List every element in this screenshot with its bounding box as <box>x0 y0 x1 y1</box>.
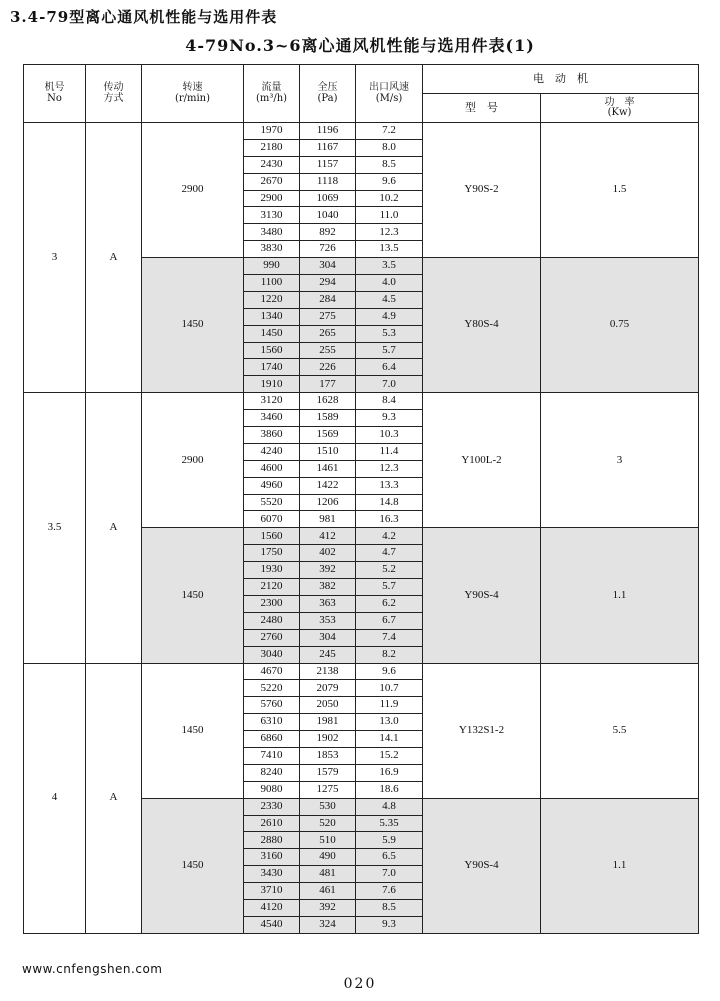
header-model: 型 号 <box>423 94 541 123</box>
outlet-speed-cell: 16.3 <box>356 511 423 528</box>
flow-cell: 1100 <box>244 275 300 292</box>
table-body <box>24 123 699 934</box>
pressure-cell: 1040 <box>300 207 356 224</box>
outlet-speed-cell: 9.6 <box>356 173 423 190</box>
flow-cell: 4960 <box>244 477 300 494</box>
flow-cell: 2670 <box>244 173 300 190</box>
flow-cell: 5220 <box>244 680 300 697</box>
pressure-cell: 510 <box>300 832 356 849</box>
pressure-cell: 1461 <box>300 460 356 477</box>
outlet-speed-cell: 11.4 <box>356 443 423 460</box>
flow-cell: 3710 <box>244 883 300 900</box>
pressure-cell: 275 <box>300 308 356 325</box>
header-flow-label: 流量 <box>261 82 282 93</box>
section-heading: 3.4-79型离心通风机性能与选用件表 <box>10 8 278 26</box>
outlet-speed-cell: 4.7 <box>356 545 423 562</box>
performance-table <box>23 64 699 934</box>
pressure-cell: 402 <box>300 545 356 562</box>
pressure-cell: 1196 <box>300 123 356 140</box>
header-speed-unit: (r/min) <box>174 92 211 104</box>
outlet-speed-cell: 9.3 <box>356 916 423 933</box>
motor-power-cell: 1.1 <box>541 798 699 933</box>
outlet-speed-cell: 6.7 <box>356 612 423 629</box>
outlet-speed-cell: 5.9 <box>356 832 423 849</box>
header-flow-unit: (m³/h) <box>255 92 288 104</box>
table-row <box>24 393 699 410</box>
flow-cell: 990 <box>244 258 300 275</box>
drive-mode-cell: A <box>86 663 142 933</box>
motor-power-cell: 0.75 <box>541 258 699 393</box>
pressure-cell: 1853 <box>300 747 356 764</box>
flow-cell: 2880 <box>244 832 300 849</box>
outlet-speed-cell: 7.2 <box>356 123 423 140</box>
outlet-speed-cell: 9.3 <box>356 410 423 427</box>
outlet-speed-cell: 6.5 <box>356 849 423 866</box>
flow-cell: 3160 <box>244 849 300 866</box>
flow-cell: 6070 <box>244 511 300 528</box>
outlet-speed-cell: 4.0 <box>356 275 423 292</box>
pressure-cell: 726 <box>300 241 356 258</box>
pressure-cell: 294 <box>300 275 356 292</box>
pressure-cell: 481 <box>300 866 356 883</box>
outlet-speed-cell: 10.7 <box>356 680 423 697</box>
flow-cell: 4670 <box>244 663 300 680</box>
outlet-speed-cell: 13.0 <box>356 714 423 731</box>
header-drive-mode-line2: 方式 <box>103 92 124 104</box>
pressure-cell: 245 <box>300 646 356 663</box>
header-drive-mode-line1: 传动 <box>103 82 124 93</box>
flow-cell: 4240 <box>244 443 300 460</box>
pressure-cell: 1422 <box>300 477 356 494</box>
pressure-cell: 363 <box>300 595 356 612</box>
outlet-speed-cell: 8.2 <box>356 646 423 663</box>
header-outlet-speed <box>356 65 423 123</box>
flow-cell: 2330 <box>244 798 300 815</box>
header-outlet-speed-unit: (M/s) <box>375 92 403 104</box>
motor-model-cell: Y100L-2 <box>423 393 541 528</box>
pressure-cell: 981 <box>300 511 356 528</box>
pressure-cell: 1579 <box>300 764 356 781</box>
machine-no-cell: 4 <box>24 663 86 933</box>
flow-cell: 2300 <box>244 595 300 612</box>
pressure-cell: 382 <box>300 579 356 596</box>
outlet-speed-cell: 7.6 <box>356 883 423 900</box>
outlet-speed-cell: 6.4 <box>356 359 423 376</box>
pressure-cell: 1069 <box>300 190 356 207</box>
table-title: 4-79No.3~6离心通风机性能与选用件表(1) <box>185 36 535 55</box>
table-row <box>24 663 699 680</box>
pressure-cell: 1275 <box>300 781 356 798</box>
pressure-cell: 892 <box>300 224 356 241</box>
flow-cell: 2180 <box>244 139 300 156</box>
outlet-speed-cell: 4.2 <box>356 528 423 545</box>
flow-cell: 1740 <box>244 359 300 376</box>
motor-model-cell: Y80S-4 <box>423 258 541 393</box>
flow-cell: 1970 <box>244 123 300 140</box>
speed-cell: 1450 <box>142 258 244 393</box>
outlet-speed-cell: 10.3 <box>356 427 423 444</box>
speed-cell: 2900 <box>142 123 244 258</box>
pressure-cell: 284 <box>300 291 356 308</box>
pressure-cell: 1206 <box>300 494 356 511</box>
pressure-cell: 2079 <box>300 680 356 697</box>
flow-cell: 1340 <box>244 308 300 325</box>
flow-cell: 7410 <box>244 747 300 764</box>
flow-cell: 1560 <box>244 342 300 359</box>
flow-cell: 9080 <box>244 781 300 798</box>
header-machine-no <box>24 65 86 123</box>
pressure-cell: 392 <box>300 899 356 916</box>
outlet-speed-cell: 8.5 <box>356 156 423 173</box>
outlet-speed-cell: 13.3 <box>356 477 423 494</box>
header-pressure-unit: (Pa) <box>317 92 338 104</box>
pressure-cell: 461 <box>300 883 356 900</box>
outlet-speed-cell: 5.35 <box>356 815 423 832</box>
header-machine-no-label: 机号 <box>44 82 65 93</box>
pressure-cell: 2138 <box>300 663 356 680</box>
motor-model-cell: Y90S-2 <box>423 123 541 258</box>
outlet-speed-cell: 11.0 <box>356 207 423 224</box>
outlet-speed-cell: 7.0 <box>356 376 423 393</box>
outlet-speed-cell: 4.5 <box>356 291 423 308</box>
flow-cell: 3480 <box>244 224 300 241</box>
flow-cell: 1450 <box>244 325 300 342</box>
flow-cell: 3040 <box>244 646 300 663</box>
flow-cell: 3460 <box>244 410 300 427</box>
outlet-speed-cell: 18.6 <box>356 781 423 798</box>
header-outlet-speed-label: 出口风速 <box>369 82 409 93</box>
pressure-cell: 2050 <box>300 697 356 714</box>
outlet-speed-cell: 8.4 <box>356 393 423 410</box>
page-number: 020 <box>343 976 377 992</box>
outlet-speed-cell: 12.3 <box>356 460 423 477</box>
header-speed-label: 转速 <box>182 82 203 93</box>
header-power-label: 功 率 <box>604 96 635 108</box>
outlet-speed-cell: 5.3 <box>356 325 423 342</box>
drive-mode-cell: A <box>86 393 142 663</box>
outlet-speed-cell: 5.2 <box>356 562 423 579</box>
speed-cell: 1450 <box>142 798 244 933</box>
header-machine-no-en: No <box>47 92 62 104</box>
header-speed <box>142 65 244 123</box>
flow-cell: 2900 <box>244 190 300 207</box>
footer-website: www.cnfengshen.com <box>22 962 163 976</box>
table-row <box>24 123 699 140</box>
flow-cell: 1750 <box>244 545 300 562</box>
pressure-cell: 1157 <box>300 156 356 173</box>
pressure-cell: 1510 <box>300 443 356 460</box>
pressure-cell: 530 <box>300 798 356 815</box>
machine-no-cell: 3.5 <box>24 393 86 663</box>
outlet-speed-cell: 5.7 <box>356 579 423 596</box>
flow-cell: 5760 <box>244 697 300 714</box>
outlet-speed-cell: 14.1 <box>356 731 423 748</box>
header-motor: 电 动 机 <box>423 65 699 94</box>
pressure-cell: 490 <box>300 849 356 866</box>
flow-cell: 3120 <box>244 393 300 410</box>
motor-power-cell: 5.5 <box>541 663 699 798</box>
pressure-cell: 265 <box>300 325 356 342</box>
flow-cell: 2760 <box>244 629 300 646</box>
pressure-cell: 1167 <box>300 139 356 156</box>
outlet-speed-cell: 8.0 <box>356 139 423 156</box>
pressure-cell: 324 <box>300 916 356 933</box>
outlet-speed-cell: 12.3 <box>356 224 423 241</box>
motor-power-cell: 1.1 <box>541 528 699 663</box>
outlet-speed-cell: 5.7 <box>356 342 423 359</box>
outlet-speed-cell: 6.2 <box>356 595 423 612</box>
flow-cell: 5520 <box>244 494 300 511</box>
pressure-cell: 353 <box>300 612 356 629</box>
speed-cell: 2900 <box>142 393 244 528</box>
header-pressure-label: 全压 <box>317 82 338 93</box>
flow-cell: 1560 <box>244 528 300 545</box>
pressure-cell: 1118 <box>300 173 356 190</box>
flow-cell: 3860 <box>244 427 300 444</box>
outlet-speed-cell: 7.4 <box>356 629 423 646</box>
outlet-speed-cell: 15.2 <box>356 747 423 764</box>
flow-cell: 4600 <box>244 460 300 477</box>
speed-cell: 1450 <box>142 528 244 663</box>
outlet-speed-cell: 14.8 <box>356 494 423 511</box>
machine-no-cell: 3 <box>24 123 86 393</box>
pressure-cell: 177 <box>300 376 356 393</box>
motor-model-cell: Y132S1-2 <box>423 663 541 798</box>
outlet-speed-cell: 13.5 <box>356 241 423 258</box>
pressure-cell: 1569 <box>300 427 356 444</box>
pressure-cell: 1902 <box>300 731 356 748</box>
motor-model-cell: Y90S-4 <box>423 798 541 933</box>
pressure-cell: 304 <box>300 629 356 646</box>
pressure-cell: 520 <box>300 815 356 832</box>
flow-cell: 3130 <box>244 207 300 224</box>
flow-cell: 1930 <box>244 562 300 579</box>
speed-cell: 1450 <box>142 663 244 798</box>
pressure-cell: 255 <box>300 342 356 359</box>
outlet-speed-cell: 10.2 <box>356 190 423 207</box>
flow-cell: 4540 <box>244 916 300 933</box>
drive-mode-cell: A <box>86 123 142 393</box>
pressure-cell: 226 <box>300 359 356 376</box>
pressure-cell: 1981 <box>300 714 356 731</box>
flow-cell: 6310 <box>244 714 300 731</box>
flow-cell: 2120 <box>244 579 300 596</box>
outlet-speed-cell: 9.6 <box>356 663 423 680</box>
motor-power-cell: 3 <box>541 393 699 528</box>
flow-cell: 2610 <box>244 815 300 832</box>
flow-cell: 3830 <box>244 241 300 258</box>
pressure-cell: 304 <box>300 258 356 275</box>
flow-cell: 2480 <box>244 612 300 629</box>
outlet-speed-cell: 8.5 <box>356 899 423 916</box>
pressure-cell: 1628 <box>300 393 356 410</box>
flow-cell: 6860 <box>244 731 300 748</box>
flow-cell: 8240 <box>244 764 300 781</box>
pressure-cell: 1589 <box>300 410 356 427</box>
flow-cell: 3430 <box>244 866 300 883</box>
pressure-cell: 392 <box>300 562 356 579</box>
flow-cell: 2430 <box>244 156 300 173</box>
outlet-speed-cell: 4.8 <box>356 798 423 815</box>
header-power-unit: (Kw) <box>607 107 632 118</box>
pressure-cell: 412 <box>300 528 356 545</box>
motor-power-cell: 1.5 <box>541 123 699 258</box>
outlet-speed-cell: 3.5 <box>356 258 423 275</box>
outlet-speed-cell: 16.9 <box>356 764 423 781</box>
outlet-speed-cell: 4.9 <box>356 308 423 325</box>
header-flow <box>244 65 300 123</box>
motor-model-cell: Y90S-4 <box>423 528 541 663</box>
flow-cell: 1910 <box>244 376 300 393</box>
header-pressure <box>300 65 356 123</box>
flow-cell: 4120 <box>244 899 300 916</box>
outlet-speed-cell: 7.0 <box>356 866 423 883</box>
header-drive-mode <box>86 65 142 123</box>
header-power <box>541 94 699 123</box>
outlet-speed-cell: 11.9 <box>356 697 423 714</box>
flow-cell: 1220 <box>244 291 300 308</box>
